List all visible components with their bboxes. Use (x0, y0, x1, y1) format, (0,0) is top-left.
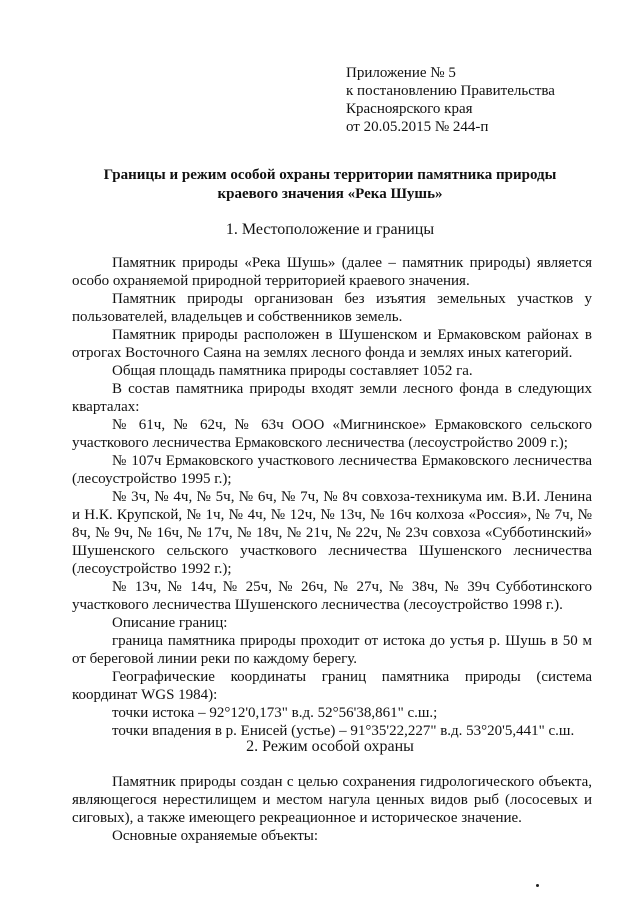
scan-artifact-dot (536, 884, 539, 887)
document-title (60, 166, 600, 204)
paragraph: Памятник природы расположен в Шушенском и Ермаковском районах в отрогах Восточного Саяна на землях лесного фонда и землях иных категорий. (72, 327, 592, 361)
paragraph: Общая площадь памятника природы составляет 1052 га. (112, 363, 473, 379)
paragraph-quarters: № 107ч Ермаковского участкового лесничества Ермаковского лесничества (лесоустройство 1995 г.); (72, 453, 592, 487)
title-line-1: Границы и режим особой охраны территории памятника природы (103, 167, 557, 183)
appendix-decree-ref: к постановлению Правительства (346, 83, 555, 99)
paragraph-quarters: № 61ч, № 62ч, № 63ч ООО «Мигнинское» Ермаковского сельского участкового лесничества Ермаковского лесничества (лесоустройство 2009 г.); (72, 417, 592, 451)
paragraph: Основные охраняемые объекты: (112, 828, 319, 844)
paragraph: Описание границ: (112, 615, 228, 631)
paragraph-quarters: № 3ч, № 4ч, № 5ч, № 6ч, № 7ч, № 8ч совхоза-техникума им. В.И. Ленина и Н.К. Крупской, № 1ч, № 4ч, № 12ч, № 13ч, № 16ч колхоза «Россия», № 7ч, № 8ч, № 9ч, № 16ч, № 17ч, № 18ч, № 21ч, № 22ч, № 23ч совхоза «Субботинский» Шушенского сельского участкового лесничества Шушенского лесничества (лесоустройство 1992 г.); (72, 489, 592, 577)
coordinate-mouth: точки впадения в р. Енисей (устье) – 91°35'22,227" в.д. 53°20'5,441" с.ш. (112, 723, 575, 739)
section-body-protection-regime (72, 773, 592, 845)
paragraph-coordinates-intro: Географические координаты границ памятника природы (система координат WGS 1984): (72, 669, 592, 703)
appendix-number: Приложение № 5 (346, 65, 456, 81)
paragraph: Памятник природы создан с целью сохранения гидрологического объекта, являющегося нерестилищем и местом нагула ценных видов рыб (лососевых и сиговых), а также имеющего рекреационное и историческое значение. (72, 774, 592, 826)
section-body-location (72, 254, 592, 740)
paragraph-boundary: граница памятника природы проходит от истока до устья р. Шушь в 50 м от береговой линии реки по каждому берегу. (72, 633, 592, 667)
appendix-header (346, 64, 555, 136)
paragraph: Памятник природы организован без изъятия земельных участков у пользователей, владельцев и собственников земель. (72, 291, 592, 325)
section-heading-protection-regime: 2. Режим особой охраны (246, 738, 414, 755)
appendix-region: Красноярского края (346, 101, 473, 117)
paragraph: В состав памятника природы входят земли лесного фонда в следующих кварталах: (72, 381, 592, 415)
title-line-2: краевого значения «Река Шушь» (217, 186, 443, 202)
paragraph-quarters: № 13ч, № 14ч, № 25ч, № 26ч, № 27ч, № 38ч, № 39ч Субботинского участкового лесничества Шушенского лесничества (лесоустройство 1998 г.). (72, 579, 592, 613)
coordinate-source: точки истока – 92°12'0,173" в.д. 52°56'38,861" с.ш.; (112, 705, 438, 721)
appendix-date-number: от 20.05.2015 № 244-п (346, 119, 489, 135)
paragraph: Памятник природы «Река Шушь» (далее – памятник природы) является особо охраняемой природной территорией краевого значения. (72, 255, 592, 289)
section-heading-location: 1. Местоположение и границы (225, 221, 435, 238)
